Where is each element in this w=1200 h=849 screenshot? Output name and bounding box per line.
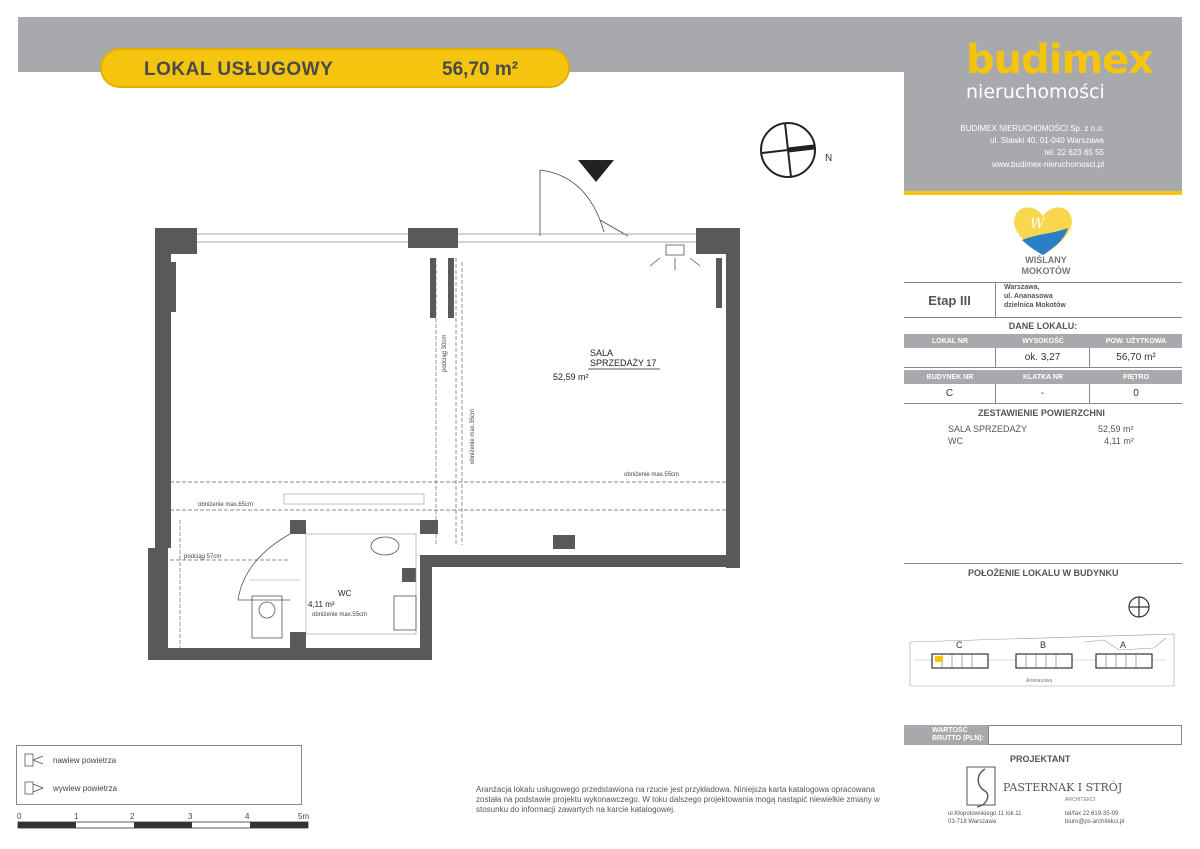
street-label: Ananasowa xyxy=(1026,678,1053,684)
designer-address: ul.Kłopotowskiego 11 lok.11 03-718 Warszawa xyxy=(948,811,1022,825)
ceiling-note: obniżenie max.65cm xyxy=(198,502,254,508)
building-label: C xyxy=(956,640,963,650)
vent-icon xyxy=(650,245,700,270)
scale-tick: 2 xyxy=(130,812,135,821)
stage-label: Etap III xyxy=(904,283,996,317)
north-label: N xyxy=(825,153,833,164)
entrance-door xyxy=(540,170,628,236)
wc-fixtures xyxy=(238,534,416,638)
value-amount xyxy=(988,725,1182,745)
value-bar xyxy=(904,725,1182,745)
svg-text:PASTERNAK I STRÓJ: PASTERNAK I STRÓJ xyxy=(1003,781,1123,794)
legend-exhaust: wywiew powietrza xyxy=(53,784,118,793)
brand-divider xyxy=(904,191,1182,195)
svg-text:ARCHITEKCI: ARCHITEKCI xyxy=(1065,797,1096,803)
scale-tick: 0 xyxy=(17,812,22,821)
summary-row-name: WC xyxy=(948,436,963,446)
unit-section-row xyxy=(904,320,1182,332)
brand-logo-sub: nieruchomości xyxy=(966,81,1105,103)
brand-address: BUDIMEX NIERUCHOMOŚCI Sp. z o.o. ul. Stawki 40, 01-040 Warszawa tel. 22 623 65 55 www.budimex-nieruchomosci.pl xyxy=(960,124,1104,169)
legend-supply: nawiew powietrza xyxy=(53,756,117,765)
value-label: WARTOŚĆ BRUTTO (PLN): xyxy=(904,725,988,745)
beam-note: podciąg 30cm xyxy=(442,334,448,372)
project-logo-text: WIŚLANY MOKOTÓW xyxy=(1021,255,1071,276)
building-label: A xyxy=(1120,640,1127,650)
room-name: SPRZEDAŻY 17 xyxy=(590,358,657,368)
summary-title: ZESTAWIENIE POWIERZCHNI xyxy=(978,408,1105,418)
position-divider xyxy=(904,563,1182,564)
room-name: WC xyxy=(338,589,352,598)
building-label: B xyxy=(1040,640,1047,650)
room-area: 4,11 m² xyxy=(308,600,335,609)
compass-icon xyxy=(761,123,815,177)
unit-section-title: DANE LOKALU: xyxy=(1008,321,1078,331)
entrance-arrow-icon xyxy=(578,160,614,182)
summary-row-name: SALA SPRZEDAŻY xyxy=(948,424,1028,434)
designer-logo xyxy=(965,765,1123,810)
scale-tick: 4 xyxy=(245,812,250,821)
room-name: SALA xyxy=(590,348,614,358)
ceiling-note: obniżenie max.55cm xyxy=(624,472,680,478)
wc-ceiling-note: obniżenie max.55cm xyxy=(312,612,368,618)
compass-small-icon xyxy=(1129,597,1149,617)
beam-note: podciąg 57cm xyxy=(184,554,222,560)
unit-type-title: LOKAL USŁUGOWY xyxy=(144,59,334,80)
unit-values-row-1: ok. 3,27 56,70 m² xyxy=(904,348,1182,368)
scale-tick: 3 xyxy=(188,812,193,821)
brand-box xyxy=(904,17,1182,195)
walls xyxy=(148,228,740,660)
position-title: POŁOŻENIE LOKALU W BUDYNKU xyxy=(968,568,1119,578)
stage-location: Warszawa, ul. Ananasowa dzielnica Mokotów xyxy=(1004,284,1066,309)
brand-logo-name: budimex xyxy=(966,37,1154,83)
room-area: 52,59 m² xyxy=(553,372,589,382)
designer-contact: tel/fax 22 619-35-09 biuro@ps-architekci.pl xyxy=(1065,811,1125,825)
summary-row-area: 52,59 m² xyxy=(1098,424,1134,434)
supply-icon xyxy=(23,752,47,768)
scale-tick: 5m xyxy=(298,812,310,821)
summary-row-area: 4,11 m² xyxy=(1104,436,1134,446)
legend xyxy=(16,745,302,805)
ceiling-note: obniżenie max.35cm xyxy=(470,408,476,464)
unit-values-row-2: C - 0 xyxy=(904,384,1182,404)
site-plan xyxy=(904,590,1182,700)
unit-header-row-2: BUDYNEK NR KLATKA NR PIĘTRO xyxy=(904,370,1182,384)
scale-tick: 1 xyxy=(74,812,79,821)
wislany-mokotow-logo xyxy=(1008,200,1078,260)
svg-text:W: W xyxy=(1030,216,1045,232)
disclaimer-note: Aranżacja lokalu usługowego przedstawiona na rzucie jest przykładowa. Niniejsza karta katalogowa opracowana została na podstawie projektu wykonawczego. W toku dalszego projektowania mogą nastąpić niewielkie zmiany w stosunku do informacji zawartych na karcie katalogowej. xyxy=(476,785,880,814)
unit-marker xyxy=(935,656,943,662)
unit-header-row-1: LOKAL NR WYSOKOŚĆ POW. UŻYTKOWA xyxy=(904,334,1182,348)
exhaust-icon xyxy=(23,780,47,796)
scale-bar xyxy=(16,820,316,832)
designer-label: PROJEKTANT xyxy=(1010,754,1071,764)
unit-area-title: 56,70 m² xyxy=(442,59,519,80)
stage-row xyxy=(904,282,1182,318)
